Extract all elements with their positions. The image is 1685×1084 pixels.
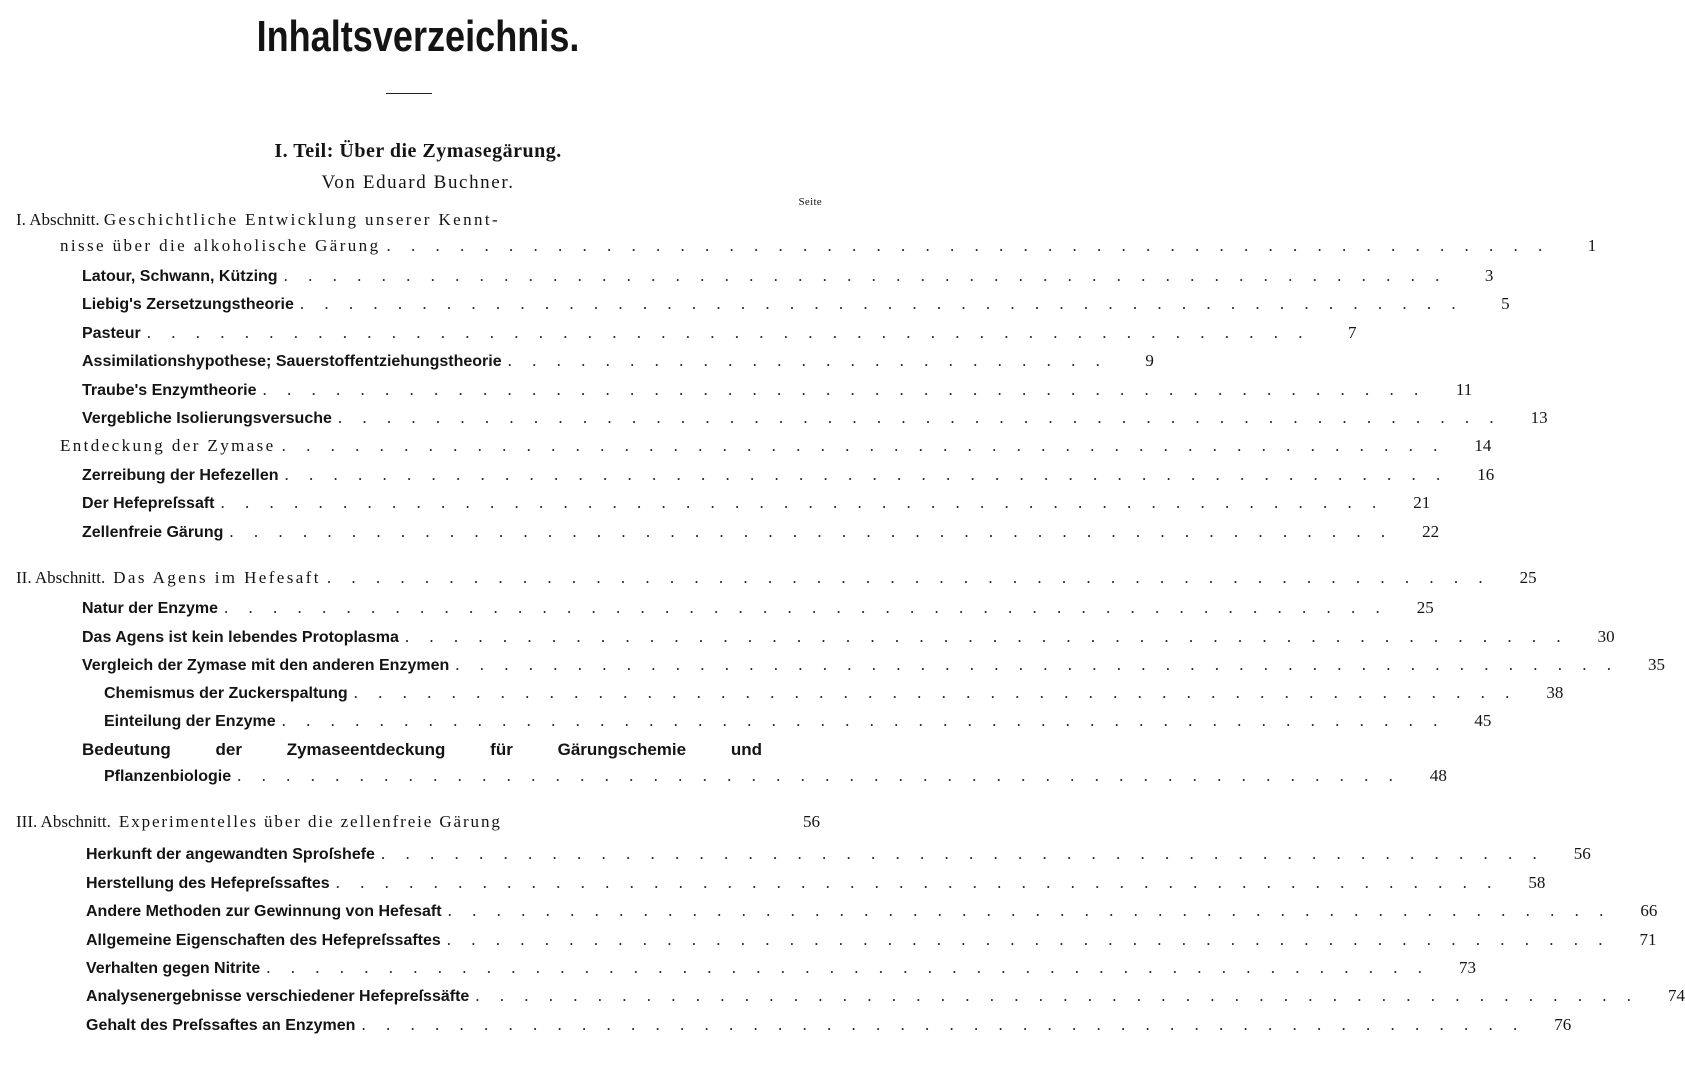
entry-label: Traube's Enzymtheorie	[82, 382, 257, 399]
page-number: 22	[1422, 522, 1440, 541]
page-number: 48	[1429, 766, 1447, 785]
toc-entry[interactable]	[86, 873, 1546, 899]
page-number: 1	[1587, 236, 1597, 255]
page-number: 45	[1474, 711, 1492, 730]
leader-dots: . . . . . . . . . . . . . . . . . . . . . . . . . . . . . . . . . . . . . . . . . . . . . . . .	[335, 873, 1500, 892]
toc-entry[interactable]	[86, 901, 1658, 927]
entry-label: Das Agens ist kein lebendes Protoplasma	[82, 629, 399, 646]
page-number: 76	[1554, 1015, 1572, 1034]
toc-entry[interactable]	[82, 627, 1615, 653]
page-number: 71	[1639, 930, 1657, 949]
page-number: 38	[1546, 683, 1564, 702]
entry-label: Vergleich der Zymase mit den anderen Enzymen	[82, 657, 450, 674]
toc-entry[interactable]	[86, 844, 1591, 870]
toc-entry[interactable]	[104, 683, 1564, 709]
toc-entry-multiline[interactable]	[82, 740, 762, 760]
entry-label: Chemismus der Zuckerspaltung	[104, 685, 348, 702]
leader-dots: . . . . . . . . . . . . . . . . . . . . . . . . . . . . . . . . . . . . . . . . . . . . . . . .	[146, 323, 1311, 342]
entry-label-line2: Pflanzenbiologie	[104, 768, 232, 785]
page-number: 73	[1459, 958, 1477, 977]
page-number: 9	[1145, 351, 1154, 370]
toc-entry[interactable]	[82, 266, 1494, 292]
section-title-continued: nisse über die alkoholische Gärung	[60, 236, 381, 255]
page-number: 25	[1519, 568, 1537, 587]
leader-dots: . . . . . . . . . . . . . . . . . . . . . . . . . . . . . . . . . . . . . . . . . . . . . . . .	[220, 493, 1385, 512]
leader-dots: . . . . . . . . . . . . . . . . . . . . . . . . . . . . . . . . . . . . . . . . . . . . . . . .	[446, 930, 1611, 949]
leader-dots: . . . . . . . . . . . . . . . . . . . . . . . . . . . . . . . . . . . . . . . . . . . . . . . .	[404, 627, 1569, 646]
author-line: Von Eduard Buchner.	[321, 172, 515, 193]
toc-entry[interactable]	[86, 1015, 1572, 1041]
page-column-label: Seite	[798, 196, 822, 208]
page-number: 35	[1648, 655, 1665, 674]
toc-entry[interactable]	[82, 323, 1357, 349]
toc-entry[interactable]	[86, 986, 1685, 1012]
leader-dots: . . . . . . . . . . . . . . . . . . . . . . . . . . . . . . . . . . . . . . . . . . . . . . . .	[284, 465, 1449, 484]
leader-dots: . . . . . . . . . . . . . . . . . . . . . . . . . . . . . . . . . . . . . . . . . . . . . . . .	[299, 294, 1464, 313]
section-heading	[16, 210, 500, 230]
leader-dots: . . . . . . . . . . . . . . . . . . . . . . . . . . . . . . . . . . . . . . . . . . . . . . . .	[281, 436, 1446, 455]
entry-label: Verhalten gegen Nitrite	[86, 960, 261, 977]
leader-dots: . . . . . . . . . . . . . . . . . . . . . . . . . . . . . . . . . . . . . . . . . . . . . . . .	[475, 986, 1640, 1005]
entry-label: Zerreibung der Hefezellen	[82, 467, 279, 484]
section-title: Geschichtliche Entwicklung unserer Kennt-	[103, 210, 501, 229]
entry-label: Andere Methoden zur Gewinnung von Hefesaft	[86, 903, 442, 920]
page-number: 14	[1474, 436, 1492, 455]
leader-dots: . . . . . . . . . . . . . . . . . . . . . . . . . . . . . . . . . . . . . . . . . . . . . . . .	[455, 655, 1619, 674]
leader-dots: . . . . . . . . . . . . . . . . . . . . . . . . . . . . . . . . . . . . . . . . . . . . . . . .	[361, 1015, 1526, 1034]
leader-dots: . . . . . . . . . . . . . . . . . . . . . . . . . . . . . . . . . . . . . . . . . . . . . . . .	[283, 266, 1448, 285]
toc-entry[interactable]	[82, 655, 1665, 681]
section-number: I. Abschnitt.	[16, 210, 100, 229]
leader-dots: . . . . . . . . . . . . . . . . . . . . . . . . . . . . . . . . . . . . . . . . . . . . . . . .	[337, 408, 1502, 427]
toc-section-entry[interactable]	[16, 812, 820, 838]
toc-entry[interactable]	[82, 465, 1495, 491]
section-title: Experimentelles über die zellenfreie Gärung	[118, 812, 502, 831]
toc-entry[interactable]	[82, 380, 1473, 406]
toc-entry[interactable]	[82, 493, 1431, 519]
page-number: 3	[1484, 266, 1494, 285]
entry-label: Vergebliche Isolierungsversuche	[82, 410, 332, 427]
page-number: 5	[1501, 294, 1510, 313]
toc-entry[interactable]	[82, 522, 1440, 548]
entry-label: Assimilationshypothese; Sauerstoffentziehungstheorie	[82, 353, 502, 370]
leader-dots: . . . . . . . . . . . . . . . . . . . . . . . . . . . . . . . . . . . . . . . . . . . . . . . .	[237, 766, 1401, 785]
toc-entry[interactable]	[60, 236, 1597, 262]
toc-entry[interactable]	[104, 711, 1492, 737]
leader-dots: . . . . . . . . . . . . . . . . . . . . . . . . . . . . . . . . . . . . . . . . . . . . . . . .	[229, 522, 1394, 541]
entry-label: Einteilung der Enzyme	[104, 713, 276, 730]
page-number: 11	[1455, 380, 1473, 399]
page-number: 7	[1347, 323, 1357, 342]
entry-label: Herkunft der angewandten Sproſshefe	[86, 846, 375, 863]
title-divider	[386, 93, 432, 94]
toc-entry[interactable]	[86, 958, 1477, 984]
leader-dots: . . . . . . . . . . . . . . . . . . . . . . . . . . . . . . . . . . . . . . . . . . . . . . . .	[447, 901, 1612, 920]
leader-dots: . . . . . . . . . . . . . . . . . . . . . . . . . . . . . . . . . . . . . . . . . . . . . . . .	[224, 598, 1388, 617]
toc-entry[interactable]	[82, 351, 1154, 377]
leader-dots: . . . . . . . . . . . . . . . . . . . . . . . . .	[507, 351, 1108, 370]
section-title: Das Agens im Hefesaft	[113, 568, 321, 587]
page-title: Inhaltsverzeichnis.	[256, 12, 580, 61]
part-heading: I. Teil: Über die Zymasegärung.	[274, 140, 562, 162]
toc-entry[interactable]	[82, 294, 1510, 320]
entry-label: Liebig's Zersetzungstheorie	[82, 296, 294, 313]
leader-dots: . . . . . . . . . . . . . . . . . . . . . . . . . . . . . . . . . . . . . . . . . . . . . . . .	[281, 711, 1446, 730]
entry-label: Zellenfreie Gärung	[82, 524, 224, 541]
page-number: 56	[1573, 844, 1591, 863]
page-number: 74	[1668, 986, 1685, 1005]
page-number: 21	[1413, 493, 1431, 512]
toc-entry[interactable]	[104, 766, 1447, 792]
leader-dots: . . . . . . . . . . . . . . . . . . . . . . . . . . . . . . . . . . . . . . . . . . . . . . . .	[326, 568, 1491, 587]
entry-label: Der Hefepreſssaft	[82, 495, 215, 512]
leader-dots: . . . . . . . . . . . . . . . . . . . . . . . . . . . . . . . . . . . . . . . . . . . . . . . .	[353, 683, 1518, 702]
page-number: 16	[1477, 465, 1495, 484]
leader-dots: . . . . . . . . . . . . . . . . . . . . . . . . . . . . . . . . . . . . . . . . . . . . . . . .	[262, 380, 1427, 399]
entry-label: Entdeckung der Zymase	[60, 436, 276, 455]
page-number: 58	[1528, 873, 1546, 892]
entry-label: Natur der Enzyme	[82, 600, 219, 617]
entry-label: Pasteur	[82, 325, 141, 342]
toc-entry[interactable]	[86, 930, 1657, 956]
leader-dots: . . . . . . . . . . . . . . . . . . . . . . . . . . . . . . . . . . . . . . . . . . . . . . . .	[386, 236, 1551, 255]
toc-section-entry[interactable]	[16, 568, 1537, 594]
section-number: III. Abschnitt.	[16, 812, 111, 831]
entry-label: Gehalt des Preſssaftes an Enzymen	[86, 1017, 356, 1034]
toc-entry[interactable]	[82, 408, 1548, 434]
page-number: 56	[803, 812, 820, 831]
page-number: 66	[1640, 901, 1658, 920]
entry-label: Herstellung des Hefepreſssaftes	[86, 875, 330, 892]
page-number: 25	[1416, 598, 1434, 617]
toc-entry[interactable]	[60, 436, 1492, 462]
page-number: 13	[1530, 408, 1548, 427]
entry-label: Latour, Schwann, Kützing	[82, 268, 278, 285]
toc-entry[interactable]	[82, 598, 1434, 624]
entry-label-line1: Bedeutung der Zymaseentdeckung für Gärungschemie und	[82, 740, 762, 759]
page-number: 30	[1597, 627, 1615, 646]
leader-dots: . . . . . . . . . . . . . . . . . . . . . . . . . . . . . . . . . . . . . . . . . . . . . . . .	[266, 958, 1431, 977]
section-number: II. Abschnitt.	[16, 568, 106, 587]
entry-label: Analysenergebnisse verschiedener Hefepreſssäfte	[86, 988, 470, 1005]
entry-label: Allgemeine Eigenschaften des Hefepreſssaftes	[86, 932, 441, 949]
leader-dots: . . . . . . . . . . . . . . . . . . . . . . . . . . . . . . . . . . . . . . . . . . . . . . . .	[380, 844, 1545, 863]
